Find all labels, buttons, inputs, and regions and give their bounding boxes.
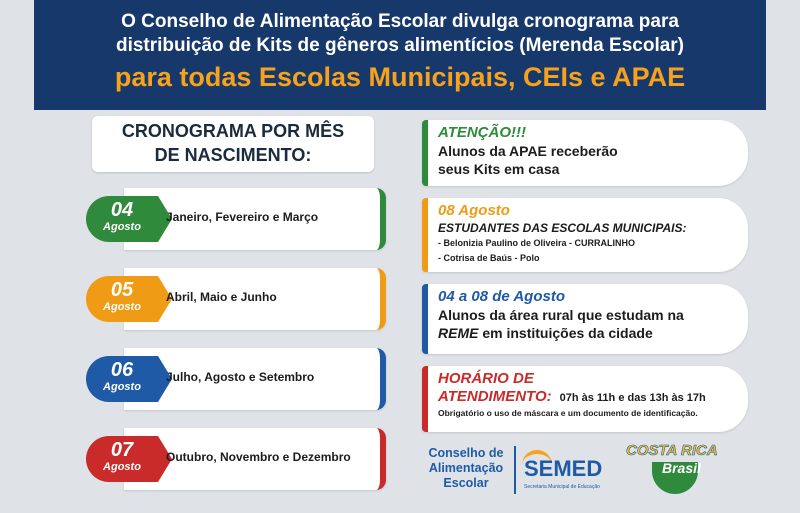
date-badge: [86, 276, 158, 322]
date-badge: [86, 196, 158, 242]
attention-heading: ATENÇÃO!!!: [438, 124, 527, 141]
date-day: 06: [110, 359, 134, 381]
semed-tagline: Secretaria Municipal de Educação: [524, 484, 600, 490]
hours-heading-2: ATENDIMENTO:: [438, 388, 552, 405]
header-banner: [34, 0, 766, 110]
date-month: Agosto: [103, 301, 141, 313]
municipal-subtitle: ESTUDANTES DAS ESCOLAS MUNICIPAIS:: [438, 221, 687, 235]
schedule-title-line-1: CRONOGRAMA POR MÊS: [121, 121, 345, 141]
semed-logo: [520, 446, 616, 494]
schedule-row: [86, 348, 388, 410]
birth-months: Outubro, Novembro e Dezembro: [166, 450, 351, 464]
costa-rica-logo: [622, 442, 730, 498]
cae-line-1: Conselho de: [428, 446, 504, 460]
semed-wordmark: SEMED: [524, 456, 603, 481]
birth-months: Abril, Maio e Junho: [166, 290, 277, 304]
schedule-title: [92, 116, 374, 172]
rural-line-1: Alunos da área rural que estudam na: [438, 307, 684, 323]
date-day: 04: [110, 199, 134, 221]
date-day: 07: [110, 439, 134, 461]
cae-line-2: Alimentação: [428, 461, 504, 475]
reme-label: REME: [438, 325, 479, 341]
attention-line-2: seus Kits em casa: [438, 161, 560, 177]
hours-heading-1: HORÁRIO DE: [438, 370, 534, 387]
hours-note: Obrigatório o uso de máscara e um documento de identificação.: [438, 408, 698, 418]
header-line-2: distribuição de Kits de gêneros alimentícios (Merenda Escolar): [115, 35, 685, 56]
birth-months: Julho, Agosto e Setembro: [166, 370, 315, 384]
schedule-row: [86, 428, 388, 490]
attention-card: [422, 120, 748, 186]
cae-line-3: Escolar: [443, 476, 489, 490]
rural-card: [422, 284, 748, 354]
brasil-wordmark: Brasil: [662, 460, 701, 476]
header-line-1: O Conselho de Alimentação Escolar divulga cronograma para: [121, 11, 679, 32]
rural-line-2-rest: em instituições da cidade: [478, 325, 653, 341]
birth-months: Janeiro, Fevereiro e Março: [166, 210, 319, 224]
date-day: 05: [110, 279, 134, 301]
schedule-title-line-2: DE NASCIMENTO:: [154, 145, 312, 165]
date-month: Agosto: [103, 381, 141, 393]
date-month: Agosto: [103, 461, 141, 473]
municipal-school-1: - Belonizia Paulino de Oliveira - CURRALINHO: [438, 238, 636, 248]
municipal-school-2: - Cotrisa de Baús - Polo: [438, 253, 540, 263]
costa-rica-wordmark: COSTA RICA: [626, 442, 718, 459]
hours-times: 07h às 11h e das 13h às 17h: [559, 392, 706, 404]
hours-card: [422, 366, 748, 432]
attention-line-1: Alunos da APAE receberão: [438, 143, 618, 159]
rural-date: 04 a 08 de Agosto: [438, 288, 565, 305]
date-badge: [86, 356, 158, 402]
logo-divider: [514, 446, 516, 494]
municipal-card: [422, 198, 748, 272]
hours-line: [438, 388, 738, 406]
cae-logo: [418, 446, 514, 491]
schedule-row: [86, 268, 388, 330]
municipal-date: 08 Agosto: [438, 202, 510, 219]
header-line-3: para todas Escolas Municipais, CEIs e APAE: [114, 62, 686, 92]
date-badge: [86, 436, 158, 482]
date-month: Agosto: [103, 221, 141, 233]
schedule-row: [86, 188, 388, 250]
rural-line-2: [438, 324, 738, 342]
